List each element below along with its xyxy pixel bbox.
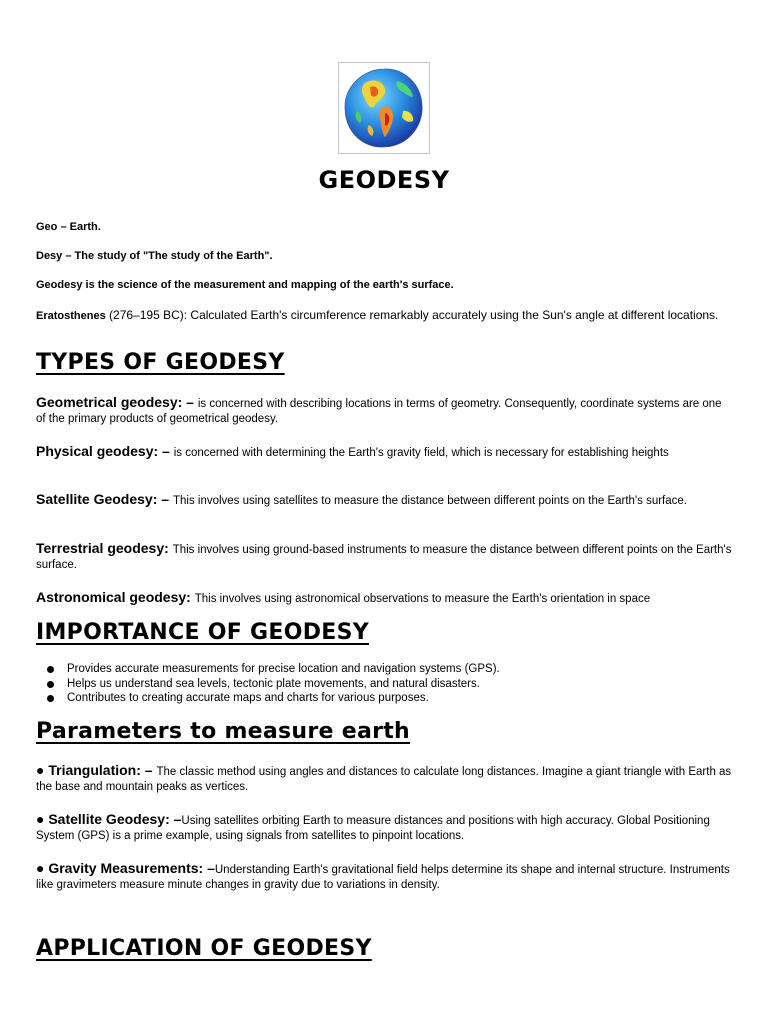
type-separator: – xyxy=(182,394,198,410)
list-item xyxy=(47,677,500,692)
parameter-description: Using satellites orbiting Earth to measure distances and positions with high accuracy. Global Positioning System (GPS) is a prime example, using signals from satellites to pinpoint locations. xyxy=(36,815,710,842)
parameter-term: ● Satellite Geodesy: xyxy=(36,811,170,827)
type-description: is concerned with describing locations in terms of geometry. Consequently, coordinate systems are one of the primary products of geometrical geodesy. xyxy=(36,398,722,425)
parameter-item-satellite xyxy=(36,812,734,844)
type-item-astronomical xyxy=(36,590,734,607)
eratosthenes-name: Eratosthenes xyxy=(36,310,106,322)
parameter-separator: – xyxy=(169,811,182,827)
bullet-icon xyxy=(47,695,54,702)
type-term: Physical geodesy: xyxy=(36,443,159,459)
type-item-physical xyxy=(36,444,734,461)
parameter-term: ● Triangulation: xyxy=(36,762,141,778)
type-item-terrestrial xyxy=(36,541,734,573)
parameter-term: ● Gravity Measurements: xyxy=(36,860,204,876)
type-term: Terrestrial geodesy: xyxy=(36,540,169,556)
eratosthenes-paragraph xyxy=(36,308,736,324)
parameter-separator: – xyxy=(203,860,215,876)
type-description: is concerned with determining the Earth's gravity field, which is necessary for establishing heights xyxy=(173,447,669,459)
geodesy-definition: Geodesy is the science of the measurement and mapping of the earth's surface. xyxy=(36,279,454,291)
type-description: This involves using astronomical observations to measure the Earth's orientation in space xyxy=(194,593,651,605)
type-description: This involves using ground-based instruments to measure the distance between different points on the Earth's surface. xyxy=(36,544,732,571)
parameter-separator: – xyxy=(140,762,157,778)
list-item-text: Contributes to creating accurate maps and charts for various purposes. xyxy=(67,692,429,704)
geoid-globe-image xyxy=(338,62,430,154)
list-item xyxy=(47,662,500,677)
type-term: Satellite Geodesy: xyxy=(36,491,158,507)
list-item-text: Provides accurate measurements for precise location and navigation systems (GPS). xyxy=(67,663,500,675)
geo-definition: Geo – Earth. xyxy=(36,221,101,233)
type-separator: – xyxy=(157,491,173,507)
types-heading: TYPES OF GEODESY xyxy=(36,350,285,375)
type-separator: – xyxy=(158,443,174,459)
bullet-icon xyxy=(47,681,54,688)
document-title: GEODESY xyxy=(318,166,450,194)
parameter-item-gravity xyxy=(36,861,734,893)
parameters-heading: Parameters to measure earth xyxy=(36,719,411,744)
bullet-icon xyxy=(47,666,54,673)
type-term: Astronomical geodesy: xyxy=(36,589,191,605)
importance-list xyxy=(47,662,500,706)
parameter-description: Understanding Earth's gravitational field helps determine its shape and internal structure. Instruments like gravimeters measure minute changes in gravity due to variations in density. xyxy=(36,864,730,891)
type-item-satellite xyxy=(36,492,734,509)
desy-definition: Desy – The study of "The study of the Earth". xyxy=(36,250,273,262)
importance-heading: IMPORTANCE OF GEODESY xyxy=(36,620,369,645)
parameter-description: The classic method using angles and distances to calculate long distances. Imagine a giant triangle with Earth as the base and mountain peaks as vertices. xyxy=(36,766,732,793)
application-heading: APPLICATION OF GEODESY xyxy=(36,936,372,961)
list-item-text: Helps us understand sea levels, tectonic plate movements, and natural disasters. xyxy=(67,677,480,690)
eratosthenes-text: (276–195 BC): Calculated Earth's circumference remarkably accurately using the Sun's angle at different locations. xyxy=(105,308,719,322)
type-term: Geometrical geodesy: xyxy=(36,394,183,410)
type-description: This involves using satellites to measure the distance between different points on the Earth's surface. xyxy=(172,495,687,507)
type-item-geometrical xyxy=(36,395,734,427)
parameter-item-triangulation xyxy=(36,763,734,795)
globe-icon xyxy=(339,63,429,153)
list-item xyxy=(47,691,500,706)
